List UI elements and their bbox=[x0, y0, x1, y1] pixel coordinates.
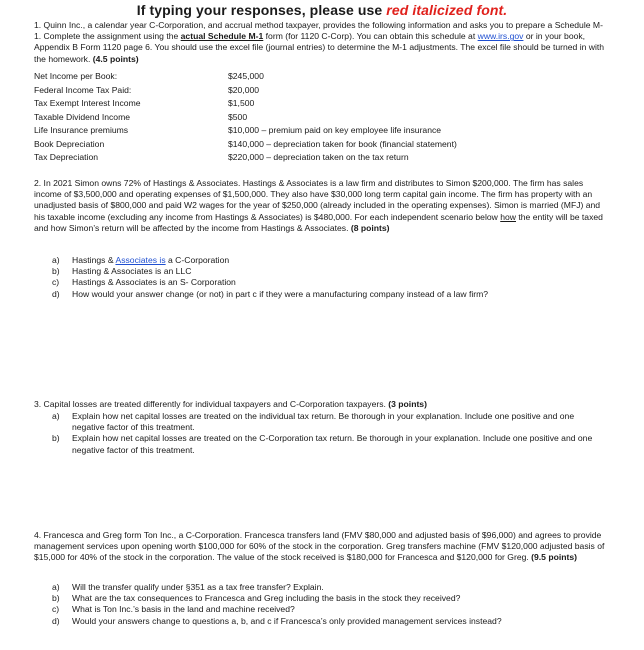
schedule-m1-link-text: actual Schedule M-1 bbox=[180, 31, 264, 42]
data-row: Life Insurance premiums $10,000 – premium paid on key employee life insurance bbox=[34, 125, 442, 136]
data-row: Tax Exempt Interest Income $1,500 bbox=[34, 98, 255, 109]
q2-points: (8 points) bbox=[350, 222, 390, 233]
list-item: b) What are the tax consequences to Francesca and Greg including the basis in the stock they received? bbox=[52, 593, 461, 604]
list-item: c) Hastings & Associates is an S- Corporation bbox=[52, 277, 236, 288]
data-row: Taxable Dividend Income $500 bbox=[34, 111, 248, 122]
list-item: b) Explain how net capital losses are treated on the C-Corporation tax return. Be thorough in your explanation. Include one positive and one negative factor of this treatment. bbox=[52, 433, 593, 455]
page-title bbox=[0, 2, 644, 18]
list-item: d) Would your answers change to questions a, b, and c if Francesca’s only provided management services instead? bbox=[52, 615, 502, 626]
list-item: a) Will the transfer qualify under §351 as a tax free transfer? Explain. bbox=[52, 582, 324, 592]
question-1-data-list bbox=[34, 70, 514, 165]
data-row: Net Income per Book: $245,000 bbox=[34, 71, 264, 82]
question-4-parts bbox=[52, 582, 612, 627]
associates-link[interactable]: Associates is bbox=[115, 255, 166, 265]
list-item: a) Explain how net capital losses are treated on the individual tax return. Be thorough in your explanation. Include one positive and one negative factor of this treatment. bbox=[52, 411, 575, 433]
question-2-scenarios bbox=[52, 255, 612, 300]
irs-link[interactable]: www.irs.gov bbox=[477, 31, 524, 42]
list-item: d) How would your answer change (or not) in part c if they were a manufacturing company instead of a law firm? bbox=[52, 288, 489, 299]
question-3-parts bbox=[52, 411, 608, 456]
data-row: Tax Depreciation $220,000 – depreciation taken on the tax return bbox=[34, 152, 409, 163]
how-underlined: how bbox=[500, 211, 516, 222]
data-row: Book Depreciation $140,000 – depreciation taken for book (financial statement) bbox=[34, 138, 457, 149]
list-item: c) What is Ton Inc.’s basis in the land and machine received? bbox=[52, 604, 295, 615]
list-item: a) Hastings & Associates is a C-Corporation bbox=[52, 255, 230, 265]
title-emphasis: red italicized font. bbox=[386, 2, 508, 18]
data-row: Federal Income Tax Paid: $20,000 bbox=[34, 84, 260, 95]
title-plain: If typing your responses, please use bbox=[136, 2, 387, 18]
question-3-intro: 3. Capital losses are treated differently for individual taxpayers and C-Corporation taxpayers. (3 points) bbox=[34, 399, 427, 409]
q4-points: (9.5 points) bbox=[531, 552, 577, 563]
question-1-intro: 1. Quinn Inc., a calendar year C-Corporation, and accrual method taxpayer, provides the following information and asks you to prepare a Schedule M-1. Complete the assignment using the actual Schedule M-1 form (for 1120 C-Corp). You can obtain this schedule at www.irs.gov or in your book, Appendix B Form 1120 page 6. You should use the excel file (journal entries) to determine the M-1 adjustments. The excel file should be turned in with the homework. (4.5 points) bbox=[34, 20, 605, 64]
q3-points: (3 points) bbox=[388, 399, 427, 409]
question-4-intro: 4. Francesca and Greg form Ton Inc., a C-Corporation. Francesca transfers land (FMV $80,000 and adjusted basis of $96,000) and agrees to provide management services upon opening worth $100,000 for 60% of the stock in the corporation. Greg transfers machine (FMV $120,000 adjusted basis of $15,000 for 40% of the stock in the corporation. The value of the stock received is $180,000 for Francesca and $120,000 for Greg. (9.5 points) bbox=[34, 530, 605, 563]
q1-points: (4.5 points) bbox=[92, 53, 139, 64]
question-2-intro: 2. In 2021 Simon owns 72% of Hastings & Associates. Hastings & Associates is a law firm and distributes to Simon $200,000. The firm has sales income of $3,500,000 and operating expenses of $1,500,000. They also have $30,000 long term capital gain income. The firm has property with an unadjusted basis of $800,000 and paid W2 wages for the year of $250,000 (already included in the operating expenses). Simon is married (MFJ) and his taxable income (excluding any income from Hastings & Associates) is $480,000. For each independent scenario below how the entity will be taxed and how Simon’s return will be affected by the income from Hastings & Associates. (8 points) bbox=[34, 178, 603, 233]
list-item: b) Hasting & Associates is an LLC bbox=[52, 266, 192, 277]
